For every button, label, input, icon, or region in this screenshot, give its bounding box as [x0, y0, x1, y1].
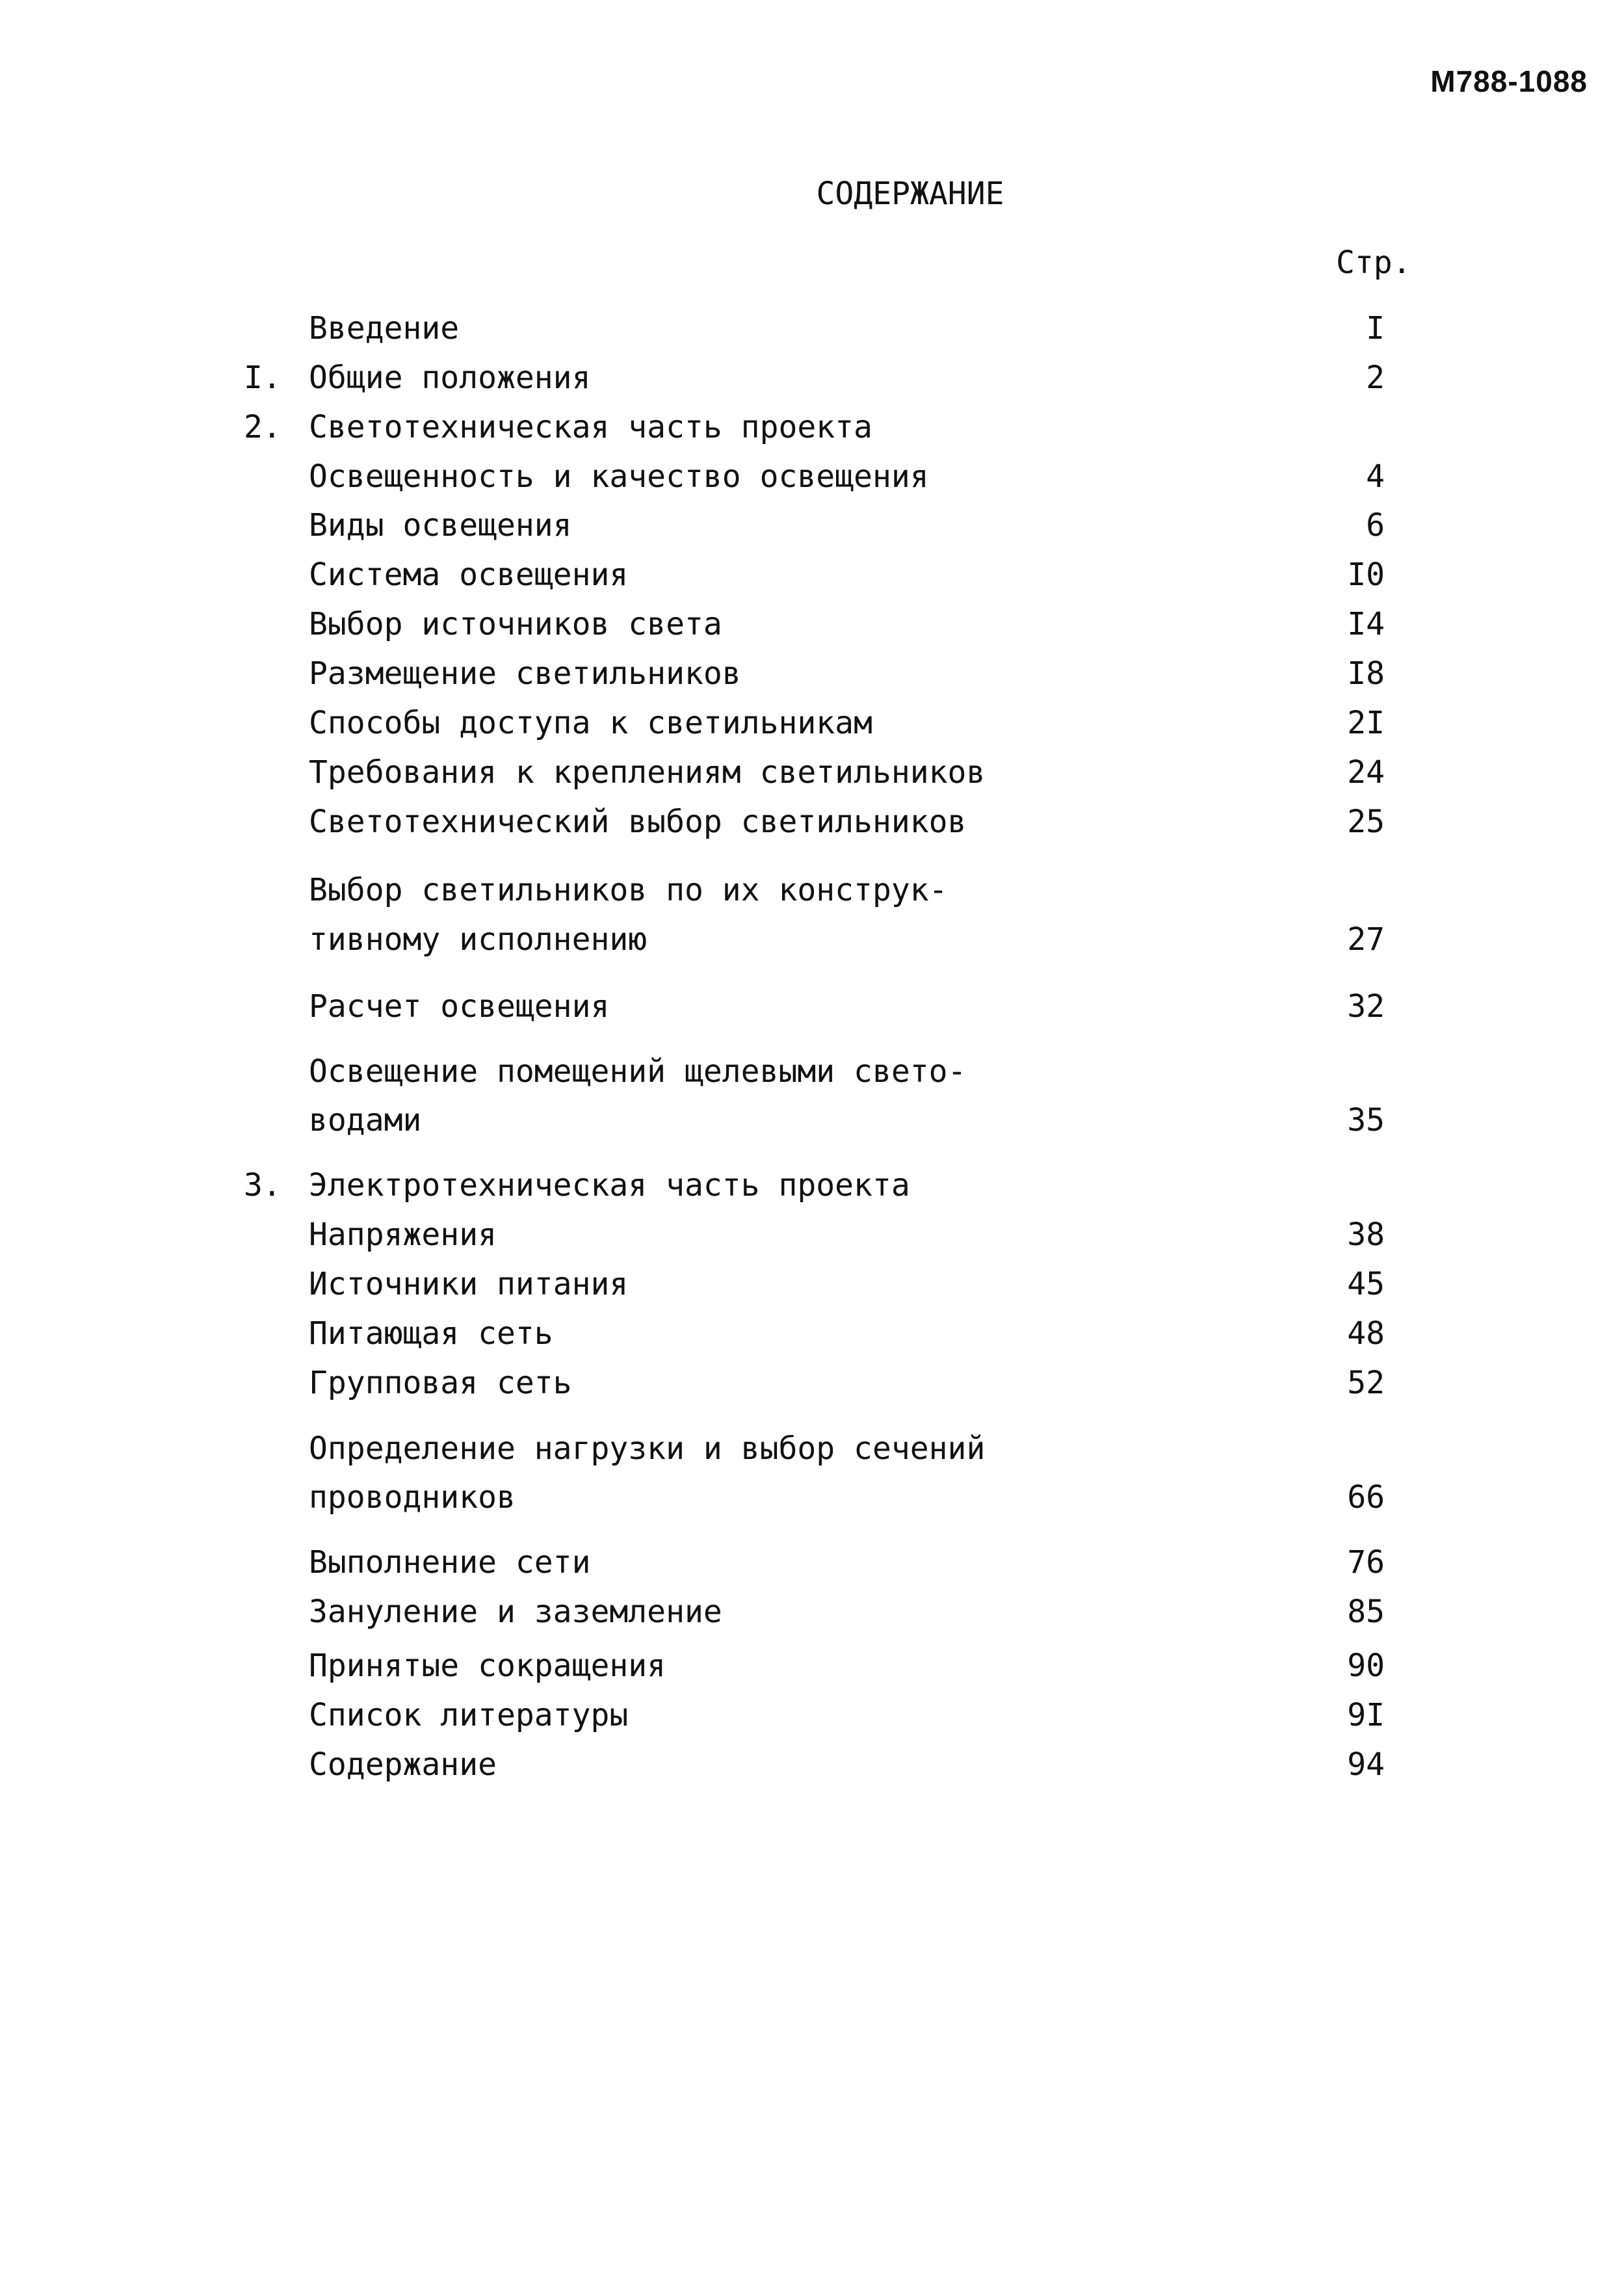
- toc-entry: [0, 1643, 1624, 1689]
- toc-entry-title: Освещенность и качество освещения: [309, 458, 929, 495]
- toc-entry: [0, 1475, 1624, 1520]
- toc-entry-title: Определение нагрузки и выбор сечений: [309, 1430, 986, 1467]
- toc-entry-title: Светотехнический выбор светильников: [309, 804, 967, 840]
- toc-entry-title: Электротехническая часть проекта: [309, 1167, 910, 1203]
- toc-entry: [0, 1311, 1624, 1356]
- toc-entry: [0, 1261, 1624, 1307]
- toc-entry-page: 4: [1366, 458, 1385, 495]
- toc-entry-page: 45: [1347, 1266, 1385, 1302]
- toc-entry: [0, 454, 1624, 499]
- toc-entry-page: 2I: [1347, 705, 1385, 741]
- toc-entry-title: Способы доступа к светильникам: [309, 705, 872, 741]
- toc-entry: [0, 700, 1624, 746]
- toc-entry-number: 2.: [244, 409, 282, 445]
- toc-entry: [0, 1589, 1624, 1635]
- toc-entry: [0, 799, 1624, 845]
- toc-entry-page: I0: [1347, 557, 1385, 593]
- toc-entry-title: Освещение помещений щелевыми свето-: [309, 1053, 967, 1090]
- toc-entry-title: Источники питания: [309, 1266, 629, 1302]
- toc-entry: [0, 1692, 1624, 1738]
- toc-entry-title: Светотехническая часть проекта: [309, 409, 872, 445]
- toc-entry-page: 38: [1347, 1216, 1385, 1253]
- toc-entry-page: 9I: [1347, 1697, 1385, 1733]
- toc-entry-title: тивному исполнению: [309, 921, 648, 958]
- toc-entry-page: 24: [1347, 754, 1385, 791]
- toc-section-heading: [0, 404, 1624, 450]
- toc-entry-page: 94: [1347, 1746, 1385, 1783]
- toc-entry: [0, 1049, 1624, 1094]
- toc-entry-page: 27: [1347, 921, 1385, 958]
- toc-entry: [0, 306, 1624, 351]
- toc-entry-number: 3.: [244, 1167, 282, 1203]
- toc-entry: [0, 1360, 1624, 1406]
- toc-entry-page: 76: [1347, 1544, 1385, 1581]
- toc-entry: [0, 1426, 1624, 1471]
- toc-entry: [0, 601, 1624, 647]
- toc-entry: [0, 917, 1624, 962]
- toc-entry-title: Содержание: [309, 1746, 497, 1783]
- toc-entry-title: Требования к креплениям светильников: [309, 754, 986, 791]
- toc-entry-title: Общие положения: [309, 360, 591, 396]
- toc-entry-title: Выбор источников света: [309, 606, 722, 642]
- toc-entry: [0, 552, 1624, 598]
- toc-entry-title: Система освещения: [309, 557, 629, 593]
- toc-section-heading: [0, 1163, 1624, 1208]
- toc-entry-title: Виды освещения: [309, 507, 572, 544]
- toc-entry: [0, 1742, 1624, 1787]
- toc-entry-title: Выбор светильников по их конструк-: [309, 872, 948, 908]
- toc-entry-title: проводников: [309, 1479, 516, 1516]
- toc-entry-page: 48: [1347, 1315, 1385, 1352]
- page-title: СОДЕРЖАНИЕ: [816, 176, 1004, 212]
- toc-entry-page: 25: [1347, 804, 1385, 840]
- toc-entry-page: 2: [1366, 360, 1385, 396]
- toc-entry-page: 6: [1366, 507, 1385, 544]
- toc-entry: [0, 1540, 1624, 1585]
- toc-entry: [0, 867, 1624, 913]
- toc-entry-page: 35: [1347, 1102, 1385, 1138]
- document-code: M788-1088: [1430, 64, 1588, 98]
- toc-entry-title: Расчет освещения: [309, 988, 610, 1025]
- toc-entry: [0, 1212, 1624, 1257]
- toc-entry-title: водами: [309, 1102, 422, 1138]
- toc-entry-page: 66: [1347, 1479, 1385, 1516]
- toc-entry: [0, 1098, 1624, 1143]
- toc-entry: [0, 651, 1624, 696]
- toc-entry: [0, 355, 1624, 401]
- toc-entry-title: Выполнение сети: [309, 1544, 591, 1581]
- toc-entry-title: Групповая сеть: [309, 1365, 572, 1401]
- toc-entry: [0, 984, 1624, 1029]
- toc-entry-page: I8: [1347, 655, 1385, 692]
- toc-entry-title: Питающая сеть: [309, 1315, 553, 1352]
- toc-entry-title: Введение: [309, 310, 460, 347]
- toc-entry: [0, 503, 1624, 548]
- toc-entry-page: 52: [1347, 1365, 1385, 1401]
- toc-entry-page: 90: [1347, 1648, 1385, 1684]
- toc-entry: [0, 750, 1624, 795]
- toc-entry-title: Напряжения: [309, 1216, 497, 1253]
- toc-entry-title: Принятые сокращения: [309, 1648, 666, 1684]
- toc-entry-page: 85: [1347, 1594, 1385, 1630]
- toc-entry-page: I: [1366, 310, 1385, 347]
- toc-entry-page: I4: [1347, 606, 1385, 642]
- page-column-header: Стр.: [1336, 244, 1411, 281]
- toc-entry-page: 32: [1347, 988, 1385, 1025]
- toc-entry-title: Список литературы: [309, 1697, 629, 1733]
- toc-entry-title: Зануление и заземление: [309, 1594, 722, 1630]
- toc-entry-title: Размещение светильников: [309, 655, 741, 692]
- toc-entry-number: I.: [244, 360, 282, 396]
